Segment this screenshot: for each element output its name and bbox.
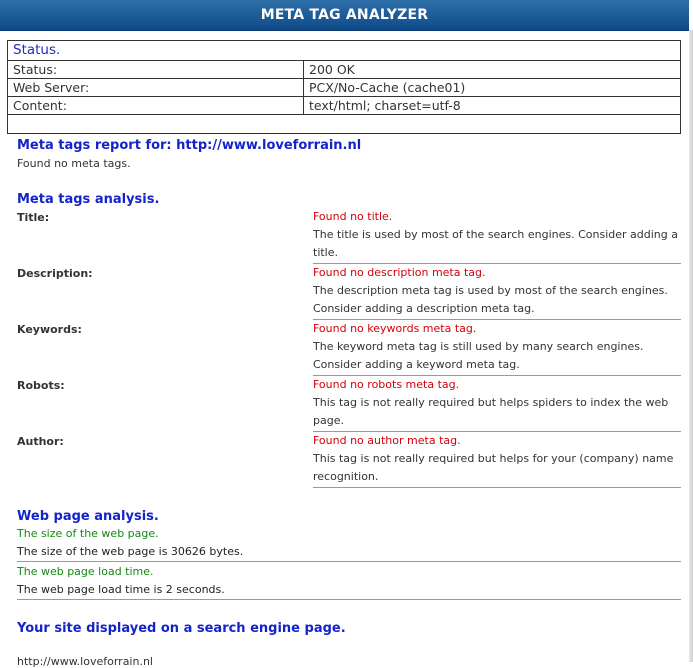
web-server-value: PCX/No-Cache (cache01) <box>304 79 681 97</box>
page-size-block <box>17 525 681 562</box>
table-row <box>8 61 681 79</box>
empty-row <box>8 115 681 134</box>
author-result <box>313 432 681 488</box>
status-label: Status: <box>8 61 304 79</box>
web-page-title: Web page analysis. <box>17 509 159 524</box>
content-value: text/html; charset=utf-8 <box>304 97 681 115</box>
author-label: Author: <box>17 435 64 448</box>
keywords-description: The keyword meta tag is still used by many search engines. Consider adding a keyword meta tag. <box>313 340 644 371</box>
description-finding: Found no description meta tag. <box>313 266 486 279</box>
description-result <box>313 264 681 320</box>
keywords-label: Keywords: <box>17 323 82 336</box>
title-result <box>313 208 681 264</box>
status-table <box>7 40 681 134</box>
report-summary: Found no meta tags. <box>17 157 131 170</box>
robots-label: Robots: <box>17 379 65 392</box>
status-value: 200 OK <box>304 61 681 79</box>
description-description: The description meta tag is used by most of the search engines. Consider adding a description meta tag. <box>313 284 668 315</box>
app-title: META TAG ANALYZER <box>260 7 429 23</box>
analysis-title: Meta tags analysis. <box>17 192 160 207</box>
page-edge <box>689 30 693 662</box>
robots-description: This tag is not really required but helps spiders to index the web page. <box>313 396 669 427</box>
title-finding: Found no title. <box>313 210 393 223</box>
title-label: Title: <box>17 211 50 224</box>
web-server-label: Web Server: <box>8 79 304 97</box>
app-header <box>0 0 689 31</box>
robots-result <box>313 376 681 432</box>
content-label: Content: <box>8 97 304 115</box>
table-row <box>8 79 681 97</box>
table-row <box>8 97 681 115</box>
page-size-text: The size of the web page is 30626 bytes. <box>17 545 244 558</box>
robots-finding: Found no robots meta tag. <box>313 378 460 391</box>
report-title: Meta tags report for: http://www.loveforrain.nl <box>17 138 362 153</box>
load-time-block <box>17 563 681 600</box>
keywords-finding: Found no keywords meta tag. <box>313 322 477 335</box>
page-size-heading: The size of the web page. <box>17 527 159 540</box>
status-heading: Status. <box>8 41 681 61</box>
author-finding: Found no author meta tag. <box>313 434 461 447</box>
serp-url[interactable]: http://www.loveforrain.nl <box>17 655 153 668</box>
load-time-text: The web page load time is 2 seconds. <box>17 583 225 596</box>
keywords-result <box>313 320 681 376</box>
serp-title: Your site displayed on a search engine page. <box>17 621 346 636</box>
description-label: Description: <box>17 267 93 280</box>
load-time-heading: The web page load time. <box>17 565 154 578</box>
title-description: The title is used by most of the search engines. Consider adding a title. <box>313 228 678 259</box>
author-description: This tag is not really required but helps for your (company) name recognition. <box>313 452 674 483</box>
